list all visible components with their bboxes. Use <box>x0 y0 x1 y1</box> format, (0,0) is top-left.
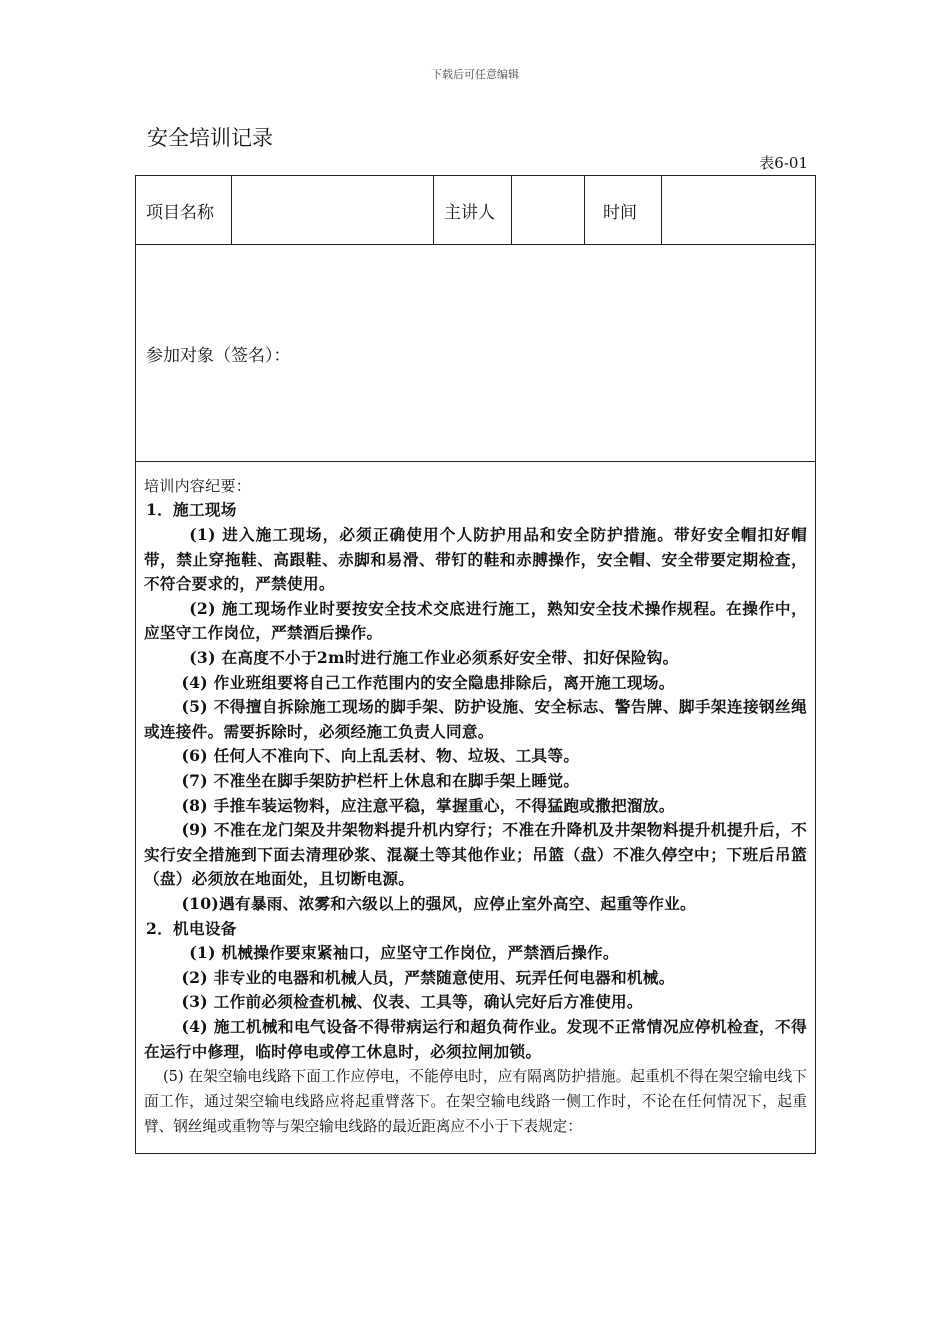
training-content <box>144 474 807 1139</box>
list-item: (2) 非专业的电器和机械人员，严禁随意使用、玩弄任何电器和机械。 <box>181 967 675 987</box>
list-item: (9) 不准在龙门架及井架物料提升机内穿行；不准在升降机及井架物料提升机提升后，不实行安全措施到下面去清理砂浆、混凝土等其他作业；吊篮（盘）不准久停空中；下班后吊篮（盘）必须放在地面处，且切断电源。 <box>144 820 807 889</box>
header-row <box>136 176 816 245</box>
speaker-label: 主讲人 <box>434 176 512 245</box>
time-label: 时间 <box>585 176 662 245</box>
attendees-row <box>136 245 816 462</box>
list-item: (3) 工作前必须检查机械、仪表、工具等，确认完好后方准使用。 <box>181 992 643 1012</box>
list-item: (1) 机械操作要束紧袖口，应坚守工作岗位，严禁酒后操作。 <box>189 943 619 963</box>
list-item: (5) 不得擅自拆除施工现场的脚手架、防护设施、安全标志、警告牌、脚手架连接钢丝绳或连接件。需要拆除时，必须经施工负责人同意。 <box>144 697 807 741</box>
list-item: (6) 任何人不准向下、向上乱丢材、物、垃圾、工具等。 <box>181 746 580 766</box>
header-note: 下载后可任意编辑 <box>431 68 519 81</box>
list-item: (2) 施工现场作业时要按安全技术交底进行施工，熟知安全技术操作规程。在操作中，应坚守工作岗位，严禁酒后操作。 <box>144 598 807 643</box>
list-item: (5) 在架空输电线路下面工作应停电，不能停电时，应有隔离防护措施。起重机不得在架空输电线下面工作，通过架空输电线路应将起重臂落下。在架空输电线路一侧工作时，不论在任何情况下，起重臂、钢丝绳或重物等与架空输电线路的最近距离应不小于下表规定： <box>144 1068 807 1136</box>
content-row <box>136 462 816 1154</box>
list-item: (1) 进入施工现场，必须正确使用个人防护用品和安全防护措施。带好安全帽扣好帽带，禁止穿拖鞋、高跟鞋、赤脚和易滑、带钉的鞋和赤膊操作，安全帽、安全带要定期检查，不符合要求的，严禁使用。 <box>144 525 807 594</box>
section-heading: 1．施工现场 <box>146 500 237 520</box>
project-name-field[interactable] <box>232 176 434 245</box>
list-item: (10)遇有暴雨、浓雾和六级以上的强风，应停止室外高空、起重等作业。 <box>181 893 696 913</box>
content-intro: 培训内容纪要： <box>144 476 252 495</box>
project-name-label: 项目名称 <box>136 176 232 245</box>
list-item: (3) 在高度不小于2m时进行施工作业必须系好安全带、扣好保险钩。 <box>189 648 679 668</box>
list-item: (8) 手推车装运物料，应注意平稳，掌握重心，不得猛跑或撒把溜放。 <box>181 795 675 815</box>
table-number: 表6-01 <box>759 154 808 172</box>
content-cell <box>136 462 816 1154</box>
speaker-field[interactable] <box>512 176 585 245</box>
training-record-table <box>135 175 816 1154</box>
section-heading: 2．机电设备 <box>146 918 237 938</box>
attendees-label: 参加对象（签名）： <box>146 345 291 366</box>
time-field[interactable] <box>662 176 816 245</box>
attendees-cell[interactable] <box>136 245 816 462</box>
list-item: (4) 作业班组要将自己工作范围内的安全隐患排除后，离开施工现场。 <box>181 672 675 692</box>
page-title: 安全培训记录 <box>147 126 273 150</box>
list-item: (7) 不准坐在脚手架防护栏杆上休息和在脚手架上睡觉。 <box>181 771 580 790</box>
list-item: (4) 施工机械和电气设备不得带病运行和超负荷作业。发现不正常情况应停机检查，不得在运行中修理，临时停电或停工休息时，必须拉闸加锁。 <box>144 1016 807 1061</box>
